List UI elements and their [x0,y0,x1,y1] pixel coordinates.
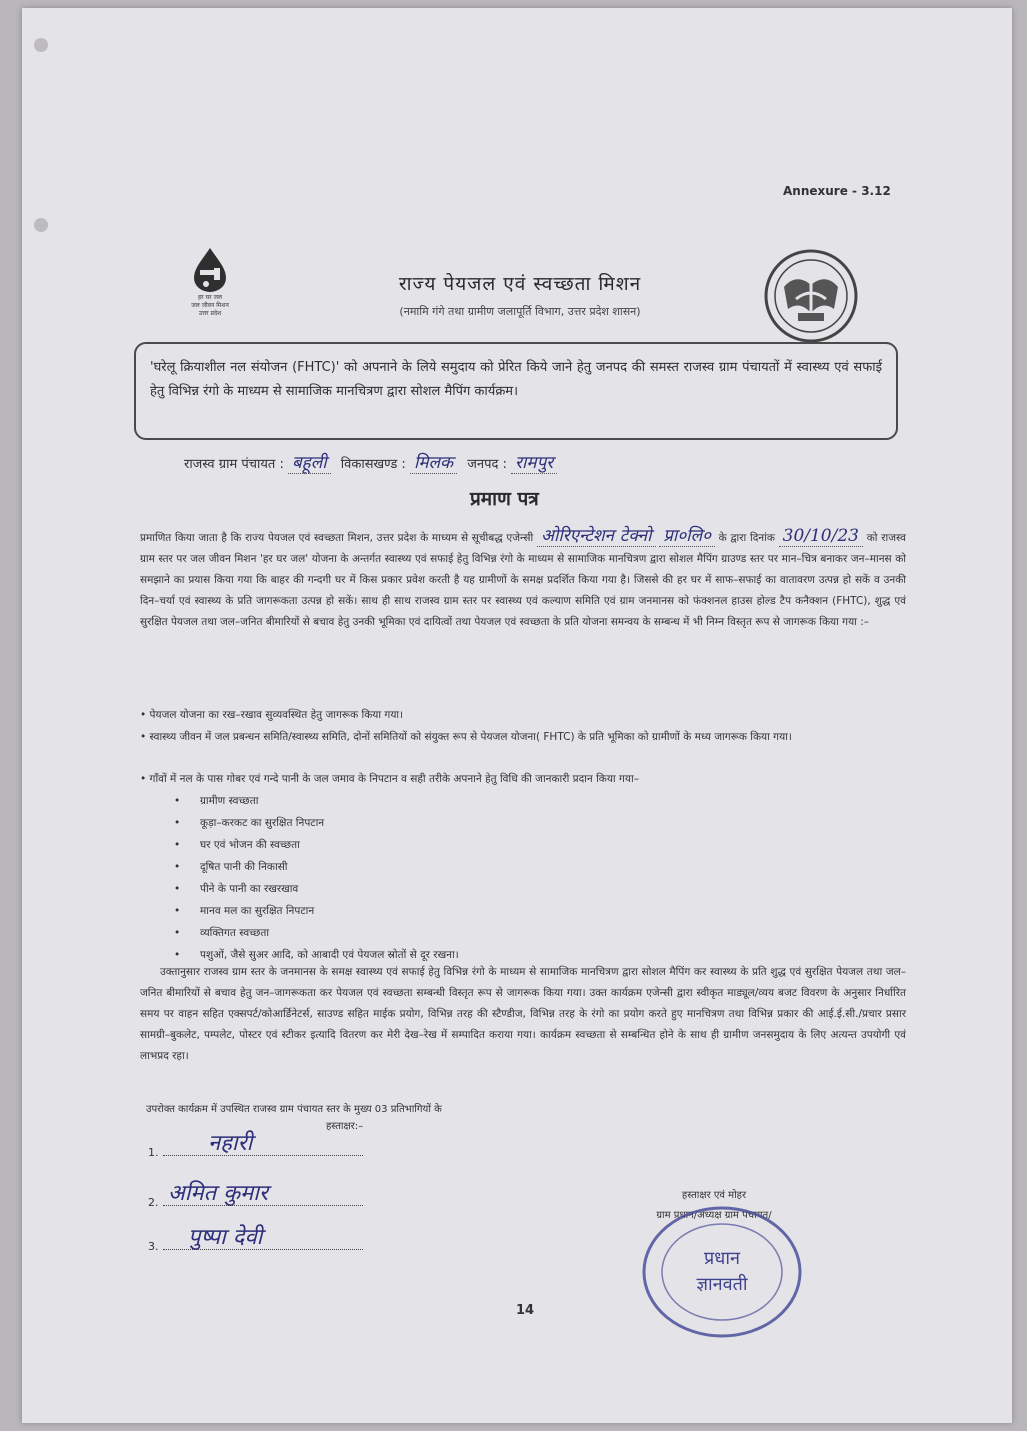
certificate-intro [140,526,906,633]
signature-intro-2: हस्ताक्षर:– [326,1121,364,1132]
date-prefix: के द्वारा दिनांक [718,532,775,544]
intro-suffix: को राजस्व ग्राम स्तर पर जल जीवन मिशन 'हर घर जल' योजना के अन्तर्गत [140,532,906,565]
har-ghar-jal-logo [160,246,260,318]
agency-name: ओरिएन्टेशन टेक्नो [537,526,656,547]
certificate-title: प्रमाण पत्र [470,488,539,510]
mission-title: राज्य पेयजल एवं स्वच्छता मिशन [398,273,642,295]
logo-line-2: जल जीवन मिशन [191,302,229,309]
page-number: 14 [516,1303,535,1318]
annexure-label: Annexure - 3.12 [783,184,891,198]
bullet-item: • पेयजल योजना का रख–रखाव सुव्यवस्थित हेतु जागरूक किया गया। [140,709,404,721]
participant-name: नहारी [208,1131,253,1156]
bullet-text: स्वास्थ्य जीवन में जल प्रबन्धन समिति/स्वास्थ्य समिति, दोनों समितियों को संयुक्त रूप से पेयजल योजना( FHTC) के प्रति भूमिका को ग्रामीणों के मध्य जागरूक किया गया। [149,731,792,743]
signature-number: 2. [148,1196,159,1209]
list-item: • दूषित पानी की निकासी [174,856,459,878]
district-value: रामपुर [511,453,557,474]
participant-name: पुष्पा देवी [188,1225,263,1250]
program-title-box: 'घरेलू क्रियाशील नल संयोजन (FHTC)' को अपनाने के लिये समुदाय को प्रेरित किये जाने हेतु जनपद की समस्त राजस्व ग्राम पंचायतों में स्वास्थ्य एवं सफाई हेतु विभिन्न रंगो के माध्यम से सामाजिक मानचित्रण द्वारा सोशल मैपिंग कार्यक्रम। [134,342,898,440]
agency-suffix: प्रा०लि० [659,526,715,547]
field-row [184,450,557,473]
list-item: • ग्रामीण स्वच्छता [174,790,459,812]
gram-panchayat-label: राजस्व ग्राम पंचायत : [184,457,284,472]
logo-line-1: हर घर जल [198,294,222,301]
block-label: विकासखण्ड : [340,457,406,472]
district-label: जनपद : [467,457,507,472]
up-state-emblem-icon [762,247,860,345]
participant-signature-3 [148,1225,363,1253]
list-item: • मानव मल का सुरक्षित निपटान [174,900,459,922]
stamp-text-pradhan: प्रधान [704,1248,740,1269]
bullet-text: पेयजल योजना का रख–रखाव सुव्यवस्थित हेतु जागरूक किया गया। [149,709,404,721]
mission-subtitle: (नमामि गंगे तथा ग्रामीण जलापूर्ति विभाग, उत्तर प्रदेश शासन) [399,305,641,318]
closing-paragraph: उक्तानुसार राजस्व ग्राम स्तर के जनमानस के समक्ष स्वास्थ्य एवं सफाई हेतु विभिन्न रंगो के माध्यम से सामाजिक मानचित्रण द्वारा सोशल मैपिंग कर स्वास्थ्य के प्रति शुद्ध एवं सुरक्षित पेयजल तथा जल–जनित बीमारियों से बचाव हेतु जन–जागरूकता कर पेयजल एवं स्वच्छता सम्बन्धी विस्तृत रूप से जागरूक किया गया। उक्त कार्यक्रम एजेन्सी द्वारा स्वीकृत माड्यूल/व्यय बजट विवरण के अनुसार निर्धारित समय पर वाहन सहित एक्सपर्ट/कोआर्डिनेटर्स, साउण्ड सहित माईक प्रयोग, विभिन्न तरह की स्टैण्डीज, विभिन्न तरह के रंगो का प्रयोग करते हुए मानचित्रण तथा विभिन्न प्रकार की आई.ई.सी./प्रचार प्रसार सामग्री–बुकलेट, पम्पलेट, पोस्टर एवं स्टीकर इत्यादि वितरण कर मेरी देख–रेख में सम्पादित कराया गया। कार्यक्रम स्वच्छता से सम्बन्धित होने के साथ ही ग्रामीण जनसमुदाय के लिए अत्यन्त उपयोगी एवं लाभप्रद रहा। [140,966,906,1062]
bullet-item: • गाँवों में नल के पास गोबर एवं गन्दे पानी के जल जमाव के निपटान व सही तरीके अपनाने हेतु विधि की जानकारी प्रदान किया गया– [140,773,639,785]
stamp-text-name: ज्ञानवती [696,1274,748,1295]
program-date: 30/10/23 [779,526,863,547]
logo-line-3: उत्तर प्रदेश [198,310,222,317]
gram-panchayat-value: बहूली [288,453,331,474]
intro-body: स्वास्थ्य एवं सफाई हेतु विभिन्न रंगो के माध्यम से सामाजिक मानचित्रण द्वारा सोशल मैपिंग ग्राउण्ड स्तर पर मान–चित्र बनाकर जन–मानस को समझाने का प्रयास किया गया कि बाहर की गन्दगी घर में किस प्रकार प्रवेश करती है यह ग्रामीणों के समक्ष प्रदर्शित किया गया है। जिससे की हर घर में साफ–सफाई का वातावरण उत्पन्न हो सकें व उनकी दिन–चर्या एवं स्वास्थ्य के प्रति जागरूकता उत्पन्न हो सकें। साथ ही साथ राजस्व ग्राम स्तर पर स्वास्थ्य एवं कल्याण समिति एवं ग्राम जनमानस को फंक्शनल हाउस होल्ड टैप कनैक्शन (FHTC), शुद्ध एवं सुरक्षित पेयजल तथा जल–जनित बीमारियों से बचाव हेतु उनकी भूमिका एवं दायित्वों तथा पेयजल एवं स्वच्छता के प्रति योजना समन्वय के सम्बन्ध में भी निम्न विस्तृत रूप से जागरूक किया गया :– [140,553,906,628]
water-drop-icon [180,246,240,294]
signature-line [163,1155,363,1156]
stamp-caption-1: हस्ताक्षर एवं मोहर [681,1190,747,1201]
list-item: • पशुओं, जैसे सुअर आदि, को आबादी एवं पेयजल स्रोतों से दूर रखना। [174,944,459,966]
list-item: • कूड़ा–करकट का सुरक्षित निपटान [174,812,459,834]
stamp-caption-2: ग्राम प्रधान/अध्यक्ष ग्राम पंचायत/ [656,1210,772,1221]
intro-prefix: प्रमाणित किया जाता है कि राज्य पेयजल एवं स्वच्छता मिशन, उत्तर प्रदेश के माध्यम से सूचीबद्ध एजेन्सी [140,532,534,544]
bullet-item: • स्वास्थ्य जीवन में जल प्रबन्धन समिति/स्वास्थ्य समिति, दोनों समितियों को संयुक्त रूप से पेयजल योजना( FHTC) के प्रति भूमिका को ग्रामीणों के मध्य जागरूक किया गया। [140,731,792,743]
block-value: मिलक [410,453,457,474]
bullet-text: गाँवों में नल के पास गोबर एवं गन्दे पानी के जल जमाव के निपटान व सही तरीके अपनाने हेतु विधि की जानकारी प्रदान किया गया– [149,773,639,785]
punch-hole [34,218,48,232]
list-item: • व्यक्तिगत स्वच्छता [174,922,459,944]
participant-signature-2 [148,1181,363,1209]
participant-name: अमित कुमार [168,1181,268,1206]
hygiene-topics-list [174,790,459,966]
list-item: • पीने के पानी का रखरखाव [174,878,459,900]
signature-number: 1. [148,1146,159,1159]
signature-intro: उपरोक्त कार्यक्रम में उपस्थित राजस्व ग्राम पंचायत स्तर के मुख्य 03 प्रतिभागियों के [146,1104,442,1115]
punch-hole [34,38,48,52]
list-item: • घर एवं भोजन की स्वच्छता [174,834,459,856]
participant-signature-1 [148,1131,363,1159]
pradhan-stamp [630,1190,810,1340]
signature-number: 3. [148,1240,159,1253]
